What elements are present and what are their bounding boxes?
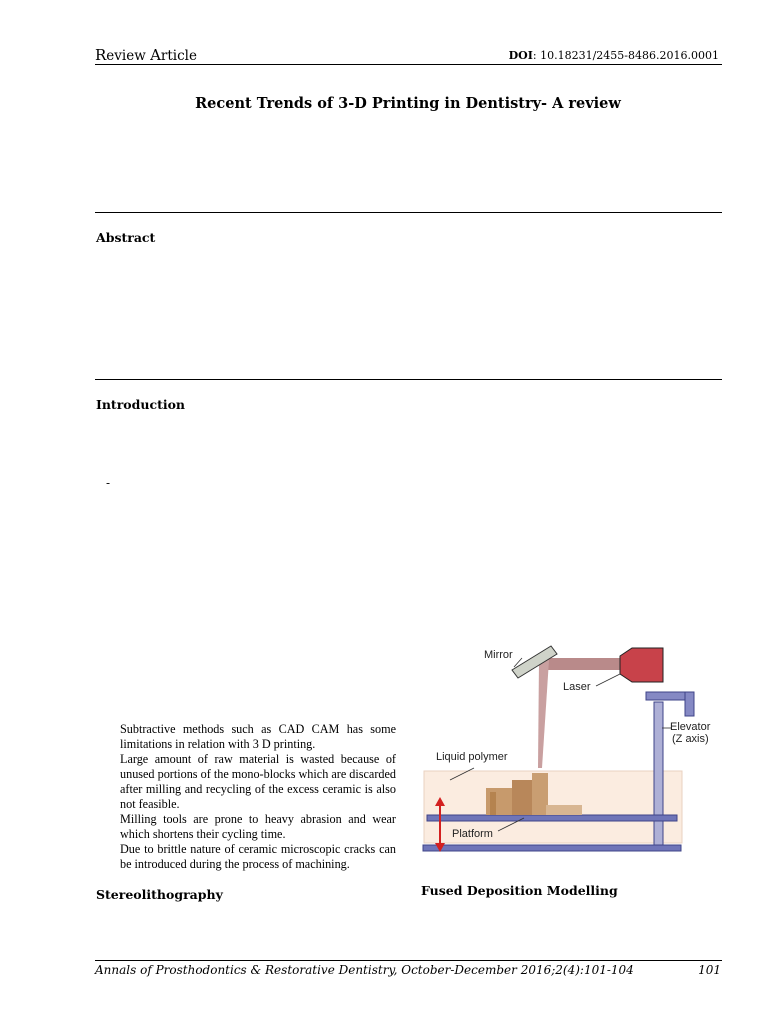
- divider-middle: [95, 379, 722, 380]
- label-z-axis: (Z axis): [672, 733, 709, 745]
- elevator-hook: [685, 692, 694, 716]
- journal-citation: Annals of Prosthodontics & Restorative Dentistry, October-December 2016;2(4):101-104: [95, 963, 634, 977]
- header-rule: [95, 64, 722, 65]
- label-mirror: Mirror: [484, 649, 513, 661]
- figure-caption: Fused Deposition Modelling: [421, 883, 618, 898]
- limitation-item: Subtractive methods such as CAD CAM has some limitations in relation with 3 D printing.: [120, 722, 396, 751]
- article-type: Review Article: [95, 46, 197, 64]
- footer-rule: [95, 960, 722, 961]
- limitation-item: Large amount of raw material is wasted because of unused portions of the mono-blocks which are discarded after milling and recycling of the excess ceramic is also not feasible.: [120, 752, 396, 811]
- limitation-item: Due to brittle nature of ceramic microscopic cracks can be introduced during the process of machining.: [120, 842, 396, 871]
- limitations-text: [120, 722, 396, 872]
- paper-title: Recent Trends of 3-D Printing in Dentistry- A review: [195, 95, 621, 112]
- page-number: 101: [698, 963, 721, 977]
- doi: [509, 49, 719, 62]
- machine-base: [423, 845, 681, 851]
- intro-dash-link: -: [106, 476, 111, 490]
- laser-beam-vertical: [538, 660, 549, 768]
- stereolithography-heading: Stereolithography: [96, 887, 223, 902]
- label-liquid-polymer: Liquid polymer: [436, 751, 508, 763]
- platform: [427, 815, 677, 821]
- abstract-heading: Abstract: [96, 230, 156, 245]
- limitation-item: Milling tools are prone to heavy abrasion and wear which shortens their cycling time.: [120, 812, 396, 841]
- label-elevator: Elevator: [670, 721, 711, 733]
- label-platform: Platform: [452, 828, 493, 840]
- elevator-column: [654, 702, 663, 847]
- printing-diagram: [420, 640, 730, 865]
- doi-value: : 10.18231/2455-8486.2016.0001: [532, 49, 719, 62]
- label-laser: Laser: [563, 681, 591, 693]
- doi-label: DOI: [508, 49, 533, 62]
- divider-top: [95, 212, 722, 213]
- laser-beam-horizontal: [542, 658, 624, 670]
- laser-head-icon: [620, 648, 663, 682]
- introduction-heading: Introduction: [96, 397, 186, 412]
